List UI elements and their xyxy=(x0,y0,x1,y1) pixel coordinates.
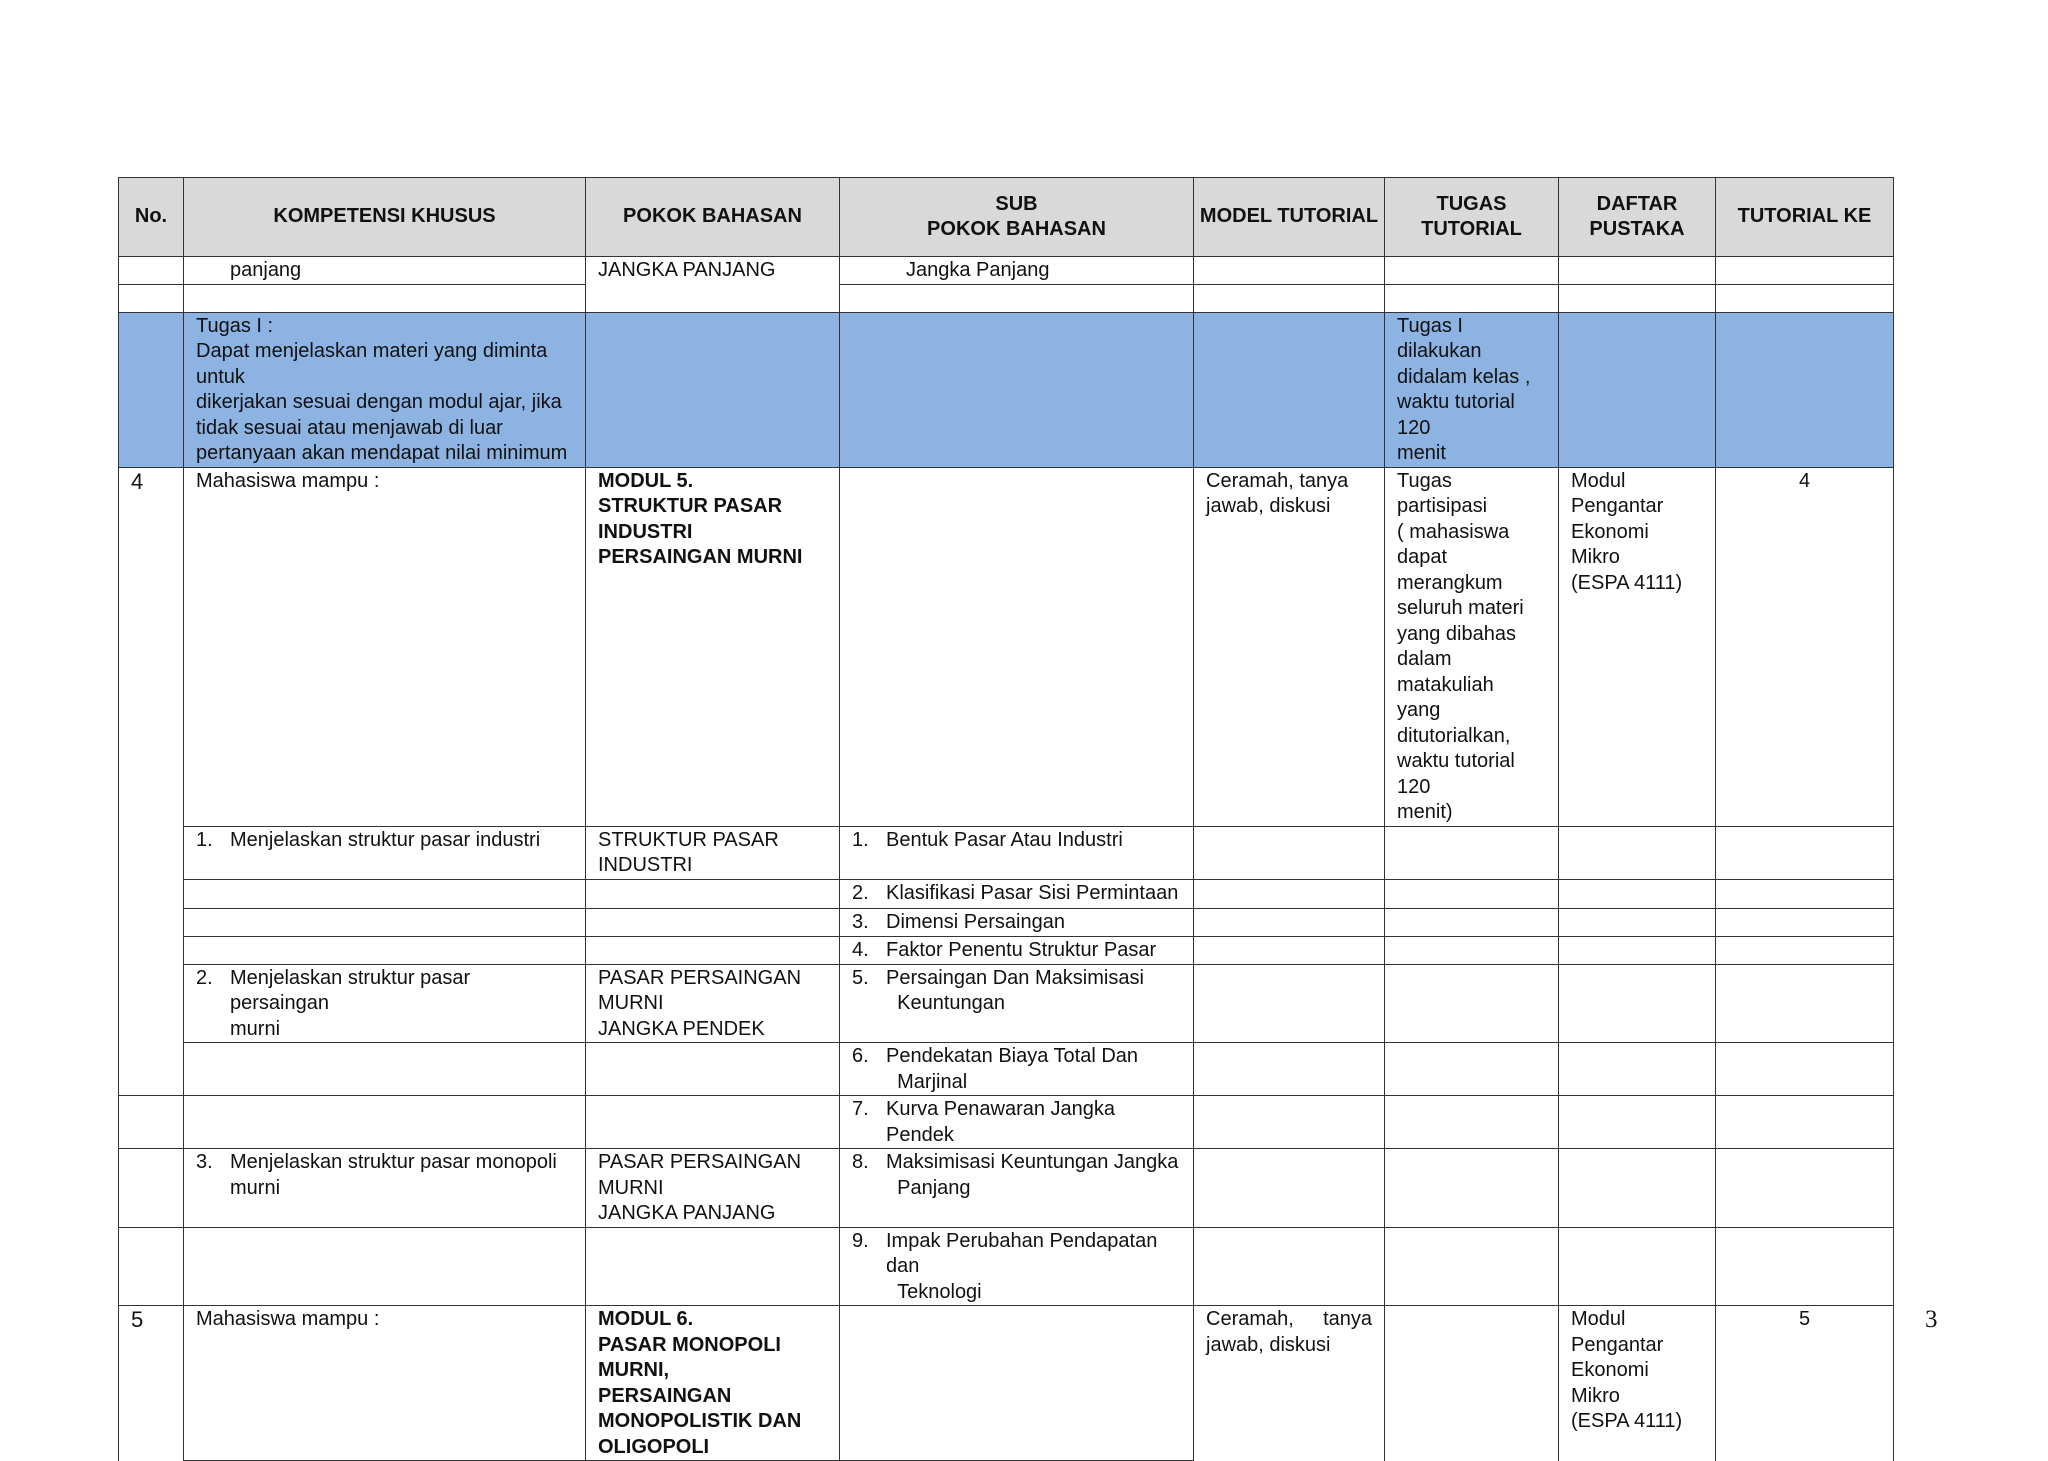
cell-kompetensi: 3. Menjelaskan struktur pasar monopoli murni xyxy=(184,1149,586,1228)
cell-sub: 7. Kurva Penawaran Jangka Pendek xyxy=(840,1096,1194,1149)
table-row xyxy=(119,908,1894,936)
cell-kompetensi: 2. Menjelaskan struktur pasar persaingan murni xyxy=(184,964,586,1043)
table-row xyxy=(119,1227,1894,1306)
cell-model: Ceramah, tanya jawab, diskusi xyxy=(1194,1306,1385,1461)
cell-sub: 5. Persaingan Dan Maksimisasi Keuntungan xyxy=(840,964,1194,1043)
page-number: 3 xyxy=(1925,1306,1938,1333)
cell-pustaka: Modul Pengantar Ekonomi Mikro (ESPA 4111) xyxy=(1559,467,1716,826)
header-tugas: TUGAS TUTORIAL xyxy=(1385,178,1559,257)
cell-no: 5 xyxy=(119,1306,184,1461)
table-row xyxy=(119,964,1894,1043)
table-row xyxy=(119,1043,1894,1096)
cell-kompetensi: 1. Menjelaskan struktur pasar industri xyxy=(184,826,586,879)
cell-tutorial-ke: 5 xyxy=(1716,1306,1894,1461)
cell-pustaka: Modul Pengantar Ekonomi Mikro (ESPA 4111) xyxy=(1559,1306,1716,1461)
cell-sub: 1. Bentuk Pasar Atau Industri xyxy=(840,826,1194,879)
cell-sub: 2. Klasifikasi Pasar Sisi Permintaan xyxy=(840,879,1194,908)
cell-pokok: MODUL 5. STRUKTUR PASAR INDUSTRI PERSAINGAN MURNI xyxy=(586,467,840,826)
header-tutorial-ke: TUTORIAL KE xyxy=(1716,178,1894,257)
tugas-note: Tugas I dilakukan didalam kelas , waktu tutorial 120 menit xyxy=(1385,312,1559,467)
cell-kompetensi: panjang xyxy=(184,257,586,285)
cell-sub: Jangka Panjang xyxy=(840,257,1194,285)
cell-kompetensi: Mahasiswa mampu : xyxy=(184,1306,586,1461)
cell-sub: 3. Dimensi Persaingan xyxy=(840,908,1194,936)
table-header-row xyxy=(119,178,1894,257)
table-row xyxy=(119,936,1894,964)
header-pokok: POKOK BAHASAN xyxy=(586,178,840,257)
tugas-row xyxy=(119,312,1894,467)
header-kompetensi: KOMPETENSI KHUSUS xyxy=(184,178,586,257)
header-daftar: DAFTAR PUSTAKA xyxy=(1559,178,1716,257)
cell-tutorial-ke: 4 xyxy=(1716,467,1894,826)
tugas-description: Tugas I : Dapat menjelaskan materi yang diminta untuk dikerjakan sesuai dengan modul ajar, jika tidak sesuai atau menjawab di luar pertanyaan akan mendapat nilai minimum xyxy=(184,312,586,467)
cell-pokok: PASAR PERSAINGAN MURNI JANGKA PANJANG xyxy=(586,1149,840,1228)
cell-pokok: PASAR PERSAINGAN MURNI JANGKA PENDEK xyxy=(586,964,840,1043)
table-row xyxy=(119,284,1894,312)
tutorial-plan-table xyxy=(118,177,1894,1461)
cell-sub: 8. Maksimisasi Keuntungan Jangka Panjang xyxy=(840,1149,1194,1228)
cell-sub: 4. Faktor Penentu Struktur Pasar xyxy=(840,936,1194,964)
cell-pokok: MODUL 6. PASAR MONOPOLI MURNI, PERSAINGAN MONOPOLISTIK DAN OLIGOPOLI xyxy=(586,1306,840,1461)
table-row xyxy=(119,826,1894,879)
cell-kompetensi: Mahasiswa mampu : xyxy=(184,467,586,826)
cell-pokok: STRUKTUR PASAR INDUSTRI xyxy=(586,826,840,879)
section-4-row xyxy=(119,467,1894,826)
cell-pokok: JANGKA PANJANG xyxy=(586,257,840,313)
table-row xyxy=(119,1149,1894,1228)
table-row xyxy=(119,257,1894,285)
header-model: MODEL TUTORIAL xyxy=(1194,178,1385,257)
table-row xyxy=(119,879,1894,908)
header-sub: SUB POKOK BAHASAN xyxy=(840,178,1194,257)
cell-model: Ceramah, tanya jawab, diskusi xyxy=(1194,467,1385,826)
cell-no: 4 xyxy=(119,467,184,1096)
section-5-row xyxy=(119,1306,1894,1461)
cell-tugas: Tugas partisipasi ( mahasiswa dapat merangkum seluruh materi yang dibahas dalam matakuliah yang ditutorialkan, waktu tutorial 120 menit) xyxy=(1385,467,1559,826)
cell-sub: 6. Pendekatan Biaya Total Dan Marjinal xyxy=(840,1043,1194,1096)
header-no: No. xyxy=(119,178,184,257)
table-row xyxy=(119,1096,1894,1149)
cell-sub: 9. Impak Perubahan Pendapatan dan Teknologi xyxy=(840,1227,1194,1306)
